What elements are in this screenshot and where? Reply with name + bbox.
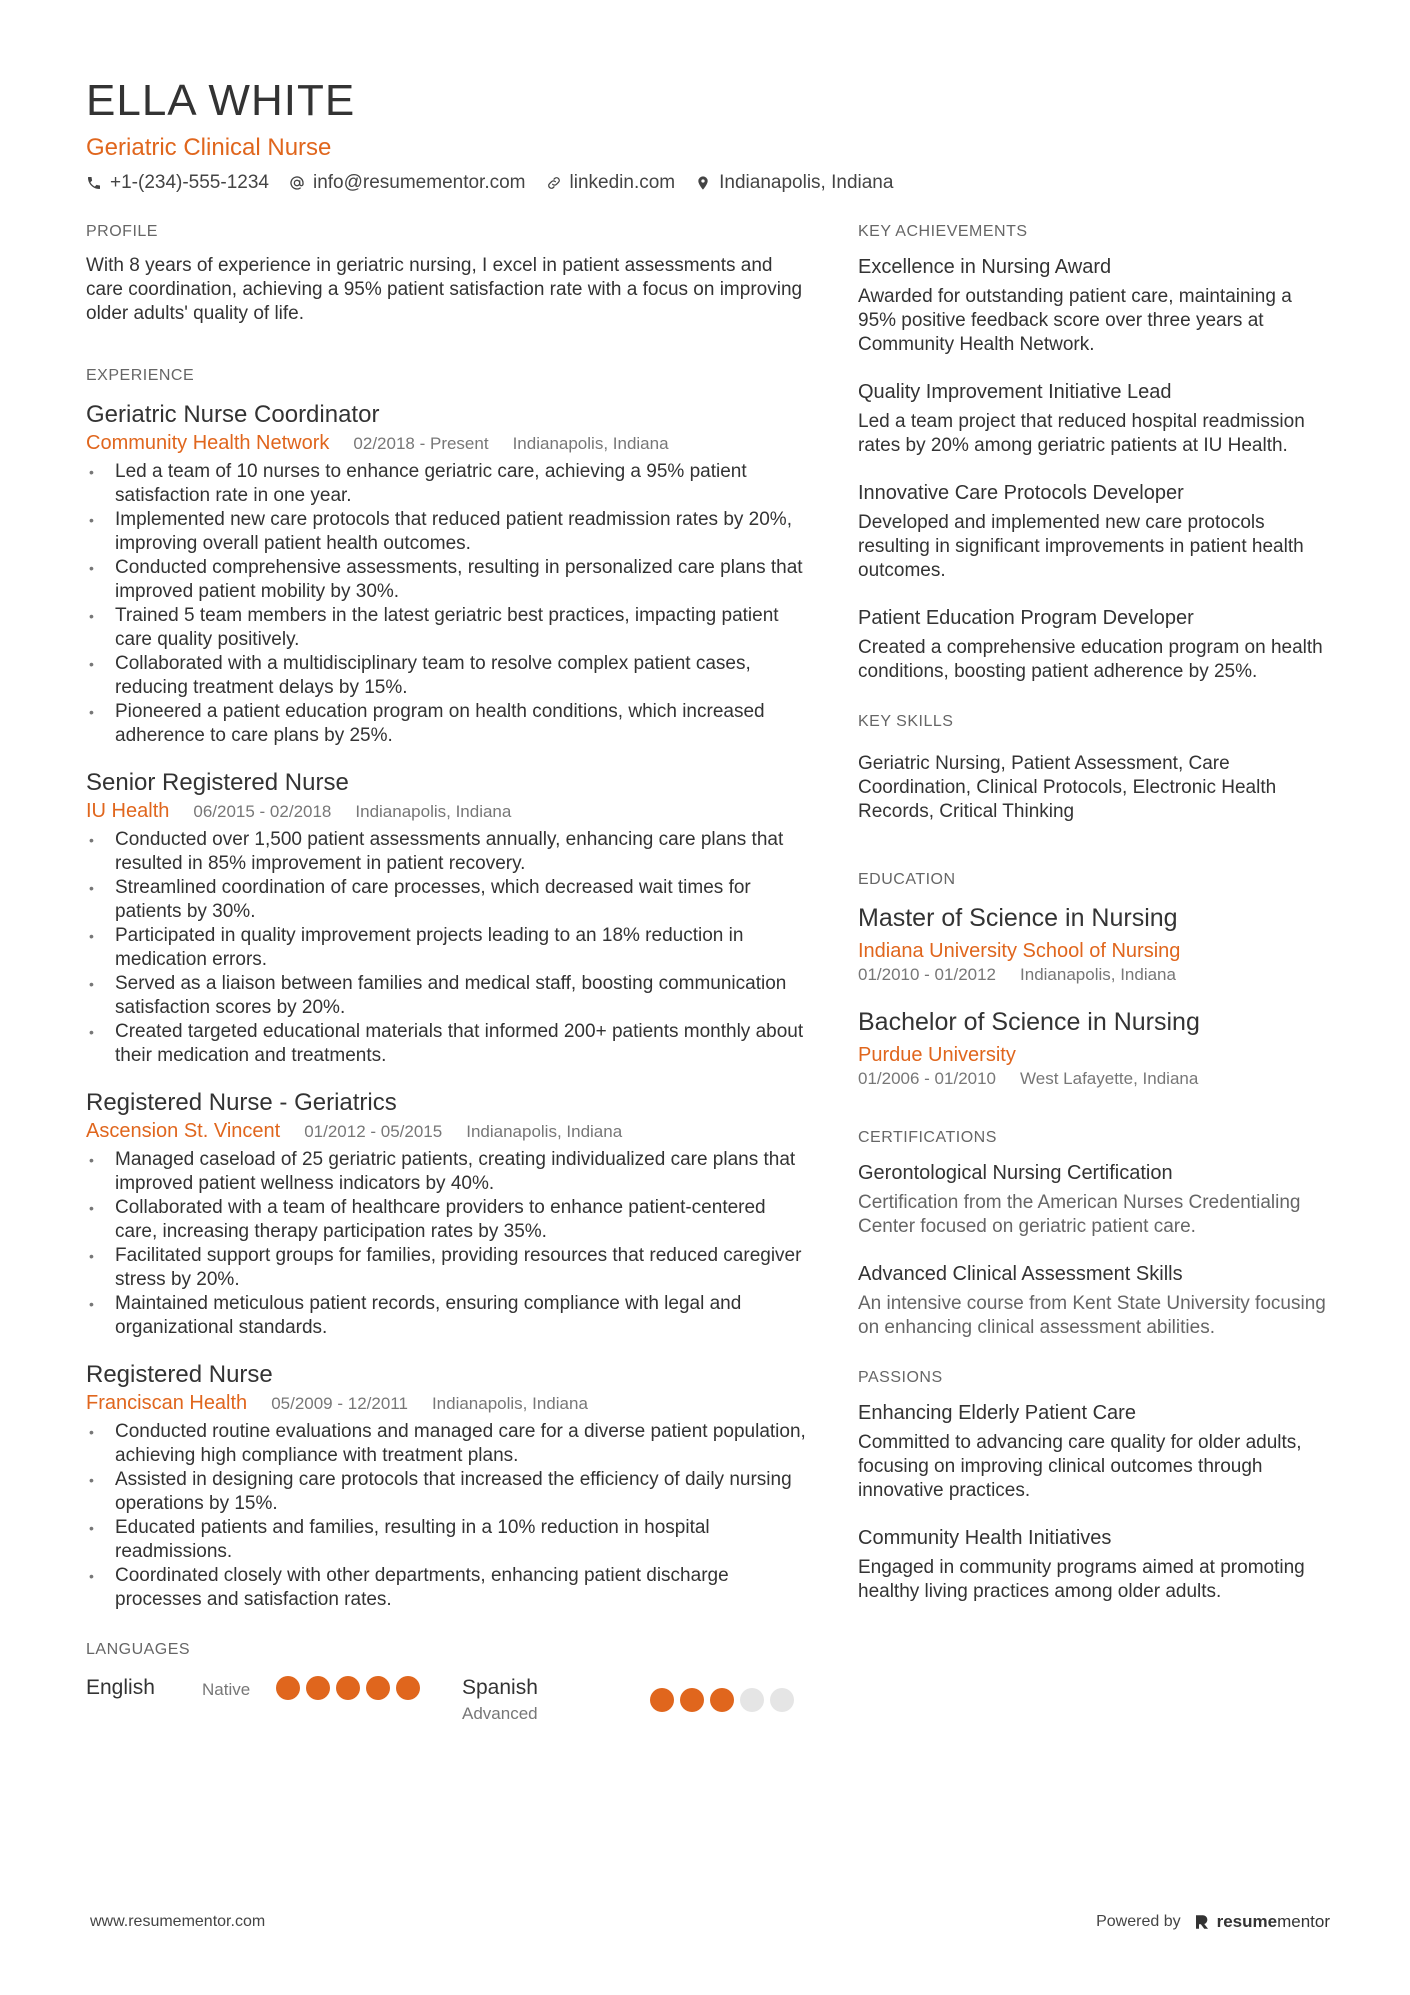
rating-dot-filled [396,1676,420,1700]
job-dates: 01/2012 - 05/2015 [304,1122,443,1141]
passion-item [858,1525,1328,1604]
section-heading: EXPERIENCE [86,367,195,384]
resumementor-logo-icon [1193,1913,1211,1931]
language-name-wrap [86,1674,202,1702]
section-heading: PROFILE [86,223,158,240]
job-entry [86,1360,806,1612]
resume-header [86,76,1326,194]
brand-logo[interactable] [1193,1912,1330,1932]
certification-list [858,1160,1328,1340]
education-item [858,902,1328,986]
achievement-title: Excellence in Nursing Award [858,256,1112,278]
education-list [858,902,1328,1090]
education-dates: 01/2006 - 01/2010 [858,1069,997,1088]
section-heading: LANGUAGES [86,1641,191,1658]
job-dates: 05/2009 - 12/2011 [271,1394,408,1413]
achievement-title: Quality Improvement Initiative Lead [858,381,1172,403]
education-location: Indianapolis, Indiana [1020,965,1176,984]
job-bullet: • Implemented new care protocols that reduced patient readmission rates by 20%, improving overall patient health outcomes. [86,508,806,556]
education-meta [858,964,1328,986]
certification-item [858,1261,1328,1340]
job-bullets [86,1420,806,1612]
achievement-desc: Led a team project that reduced hospital readmission rates by 20% among geriatric patients at IU Health. [858,411,1305,456]
page-footer [90,1912,1330,1932]
job-entry [86,768,806,1068]
job-role: Registered Nurse [86,1361,273,1388]
skills-text: Geriatric Nursing, Patient Assessment, Care Coordination, Clinical Protocols, Electronic Health Records, Critical Thinking [858,753,1277,822]
job-bullet: • Collaborated with a team of healthcare providers to enhance patient-centered care, increasing therapy participation rates by 35%. [86,1196,806,1244]
skills-section [858,712,1328,824]
rating-dot-filled [680,1688,704,1712]
degree: Master of Science in Nursing [858,904,1178,932]
job-bullet: • Educated patients and families, resulting in a 10% reduction in hospital readmissions. [86,1516,806,1564]
section-heading: CERTIFICATIONS [858,1129,997,1146]
profile-text: With 8 years of experience in geriatric nursing, I excel in patient assessments and care coordination, achieving a 95% patient satisfaction rate with a focus on improving older adults' quality of life. [86,255,803,324]
job-bullets [86,460,806,748]
left-column [86,222,806,1766]
language-item [462,1674,806,1726]
brand-name-light: mentor [1277,1912,1330,1931]
education-dates: 01/2010 - 01/2012 [858,965,997,984]
job-bullet: • Conducted routine evaluations and managed care for a diverse patient population, achieving high compliance with treatment plans. [86,1420,806,1468]
brand-name [1217,1912,1330,1932]
job-bullet: • Participated in quality improvement projects leading to an 18% reduction in medication errors. [86,924,806,972]
phone-icon [86,175,102,191]
rating-dot-filled [276,1676,300,1700]
language-list [86,1674,806,1726]
profile-section [86,222,806,326]
company-name: Community Health Network [86,432,330,454]
job-location: Indianapolis, Indiana [512,434,669,453]
rating-dot-empty [740,1688,764,1712]
job-entry [86,1088,806,1340]
section-heading: KEY ACHIEVEMENTS [858,223,1028,240]
passion-title: Community Health Initiatives [858,1527,1112,1549]
rating-dot-filled [306,1676,330,1700]
job-location: Indianapolis, Indiana [431,1394,588,1413]
at-icon [289,175,305,191]
company-name: Ascension St. Vincent [86,1120,281,1142]
job-bullet: • Conducted over 1,500 patient assessments annually, enhancing care plans that resulted in 85% improvement in patient recovery. [86,828,806,876]
contact-email[interactable] [289,172,526,194]
job-meta [86,431,806,456]
job-bullet: • Coordinated closely with other departments, enhancing patient discharge processes and satisfaction rates. [86,1564,806,1612]
education-location: West Lafayette, Indiana [1020,1069,1199,1088]
achievement-title: Innovative Care Protocols Developer [858,482,1184,504]
language-item [86,1674,462,1702]
certification-title: Advanced Clinical Assessment Skills [858,1263,1183,1285]
job-bullet: • Streamlined coordination of care processes, which decreased wait times for patients by 30%. [86,876,806,924]
linkedin-text[interactable]: linkedin.com [569,172,676,193]
achievement-title: Patient Education Program Developer [858,607,1194,629]
language-rating [276,1674,420,1700]
job-bullet: • Created targeted educational materials that informed 200+ patients monthly about their medication and treatments. [86,1020,806,1068]
certifications-section [858,1128,1328,1340]
language-rating [650,1674,794,1712]
job-meta [86,799,806,824]
link-icon [546,175,562,191]
job-bullet: • Led a team of 10 nurses to enhance geriatric care, achieving a 95% patient satisfaction rate in one year. [86,460,806,508]
rating-dot-filled [336,1676,360,1700]
contact-linkedin[interactable] [546,172,676,194]
job-bullet: • Facilitated support groups for families, providing resources that reduced caregiver stress by 20%. [86,1244,806,1292]
phone-text: +1-(234)-555-1234 [110,172,269,193]
rating-dot-filled [366,1676,390,1700]
section-heading: PASSIONS [858,1369,943,1386]
job-location: Indianapolis, Indiana [466,1122,623,1141]
language-name: Spanish [462,1676,538,1699]
achievement-desc: Awarded for outstanding patient care, maintaining a 95% positive feedback score over three years at Community Health Network. [858,286,1292,355]
job-bullets [86,1148,806,1340]
location-pin-icon [695,175,711,191]
certification-desc: Certification from the American Nurses Credentialing Center focused on geriatric patient care. [858,1192,1301,1237]
job-bullet: • Served as a liaison between families and medical staff, boosting communication satisfaction scores by 20%. [86,972,806,1020]
certification-item [858,1160,1328,1239]
rating-dot-filled [710,1688,734,1712]
contact-phone [86,172,269,194]
contact-bar [86,172,1326,194]
language-name-wrap [462,1674,650,1726]
job-role: Registered Nurse - Geriatrics [86,1089,397,1116]
job-bullet: • Conducted comprehensive assessments, resulting in personalized care plans that improved patient mobility by 30%. [86,556,806,604]
passions-section [858,1368,1328,1604]
company-name: IU Health [86,800,170,822]
footer-website[interactable]: www.resumementor.com [90,1913,266,1930]
rating-dot-empty [770,1688,794,1712]
experience-section [86,366,806,1612]
job-meta [86,1391,806,1416]
job-bullets [86,828,806,1068]
languages-section [86,1640,806,1726]
job-bullet: • Pioneered a patient education program on health conditions, which increased adherence to care plans by 25%. [86,700,806,748]
job-bullet: • Collaborated with a multidisciplinary team to resolve complex patient cases, reducing treatment delays by 15%. [86,652,806,700]
language-name: English [86,1676,155,1699]
job-bullet: • Managed caseload of 25 geriatric patients, creating individualized care plans that improved patient wellness indicators by 40%. [86,1148,806,1196]
job-title: Geriatric Clinical Nurse [86,134,332,161]
brand-name-bold: resume [1216,1912,1278,1931]
passion-item [858,1400,1328,1503]
powered-by [1096,1912,1330,1932]
education-section [858,870,1328,1090]
job-bullet: • Maintained meticulous patient records, ensuring compliance with legal and organizational standards. [86,1292,806,1340]
passion-list [858,1400,1328,1604]
school-name: Indiana University School of Nursing [858,940,1181,962]
section-heading: EDUCATION [858,871,956,888]
education-meta [858,1068,1328,1090]
achievement-item [858,480,1328,583]
job-list [86,400,806,1612]
achievement-item [858,605,1328,684]
job-dates: 06/2015 - 02/2018 [193,802,332,821]
certification-desc: An intensive course from Kent State University focusing on enhancing clinical assessment abilities. [858,1293,1326,1338]
passion-desc: Engaged in community programs aimed at promoting healthy living practices among older adults. [858,1557,1305,1602]
candidate-name: ELLA WHITE [86,76,356,125]
company-name: Franciscan Health [86,1392,248,1414]
language-level: Native [202,1680,251,1699]
job-location: Indianapolis, Indiana [355,802,512,821]
job-dates: 02/2018 - Present [353,434,489,453]
certification-title: Gerontological Nursing Certification [858,1162,1173,1184]
job-bullet: • Assisted in designing care protocols that increased the efficiency of daily nursing operations by 15%. [86,1468,806,1516]
job-role: Senior Registered Nurse [86,769,349,796]
achievement-list [858,254,1328,684]
section-heading: KEY SKILLS [858,713,954,730]
job-bullet: • Trained 5 team members in the latest geriatric best practices, impacting patient care quality positively. [86,604,806,652]
degree: Bachelor of Science in Nursing [858,1008,1200,1036]
job-role: Geriatric Nurse Coordinator [86,401,380,428]
education-item [858,1006,1328,1090]
achievement-item [858,254,1328,357]
achievement-item [858,379,1328,458]
language-level: Advanced [462,1704,538,1723]
right-column [858,222,1328,1644]
achievement-desc: Created a comprehensive education program on health conditions, boosting patient adherence by 25%. [858,637,1323,682]
job-entry [86,400,806,748]
achievements-section [858,222,1328,684]
achievement-desc: Developed and implemented new care protocols resulting in significant improvements in patient health outcomes. [858,512,1304,581]
powered-by-label: Powered by [1096,1913,1181,1930]
school-name: Purdue University [858,1044,1016,1066]
passion-title: Enhancing Elderly Patient Care [858,1402,1136,1424]
email-text[interactable]: info@resumementor.com [312,172,526,193]
rating-dot-filled [650,1688,674,1712]
contact-location [695,172,893,194]
language-level-wrap [202,1674,276,1702]
passion-desc: Committed to advancing care quality for older adults, focusing on improving clinical outcomes through innovative practices. [858,1432,1302,1501]
job-meta [86,1119,806,1144]
location-text: Indianapolis, Indiana [719,172,894,193]
